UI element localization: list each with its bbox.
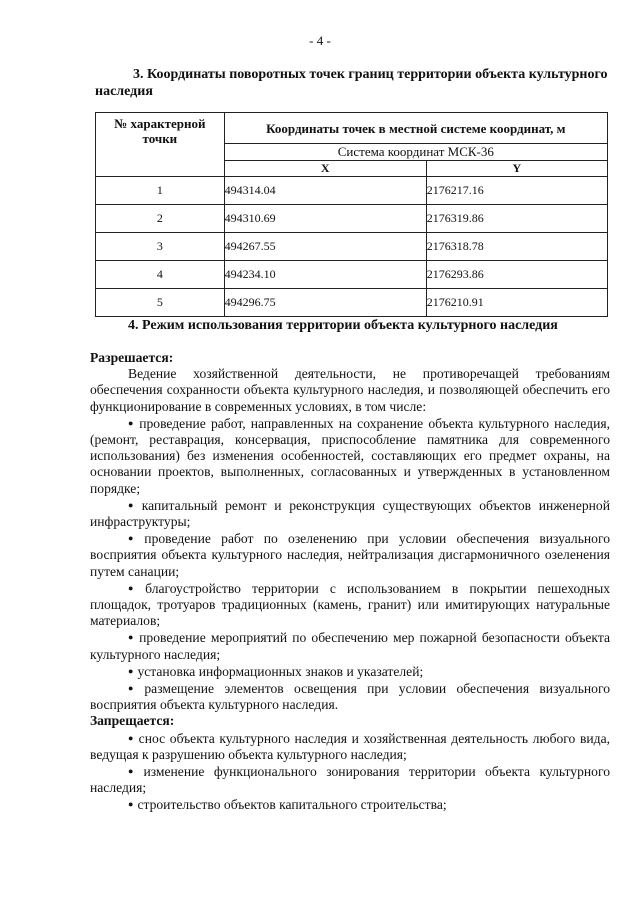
list-item	[90, 530, 610, 580]
list-item-text: проведение работ, направленных на сохранение объекта культурного наследия, (ремонт, реставрация, консервация, приспособление памятника для современного использования) без изменения особенностей, составляющих его предмет охраны, на основании проектов, выполненных, согласованных и утвержденных в установленном порядке;	[90, 415, 611, 496]
table-cell-y: 2176217.16	[426, 177, 607, 205]
allowed-intro: Ведение хозяйственной деятельности, не противоречащей требованиям обеспечения сохранности объекта культурного наследия, и позволяющей обеспечить его функционирование в современных условиях, в том числе:	[90, 366, 610, 414]
list-item-text: проведение мероприятий по обеспечению мер пожарной безопасности объекта культурного наследия;	[90, 630, 611, 662]
table-header-coordinates: Координаты точек в местной системе координат, м	[224, 113, 607, 144]
list-item-text: размещение элементов освещения при условии обеспечения визуального восприятия объекта культурного наследия.	[90, 681, 611, 713]
list-item-text: капитальный ремонт и реконструкция существующих объектов инженерной инфраструктуры;	[90, 497, 610, 530]
table-header-point-number: № характерной точки	[96, 113, 225, 177]
table-row	[96, 233, 608, 261]
list-item-text: изменение функционального зонирования территории объекта культурного наследия;	[90, 764, 610, 796]
section-3-number: 3.	[133, 67, 144, 82]
list-item-text: установка информационных знаков и указателей;	[137, 663, 424, 679]
table-cell-point: 4	[96, 261, 225, 289]
list-item	[90, 763, 610, 796]
table-cell-y: 2176319.86	[426, 205, 607, 233]
list-item-text: строительство объектов капитального строительства;	[137, 797, 447, 813]
bullet-icon: ●	[128, 665, 134, 676]
bullet-icon: ●	[128, 417, 136, 428]
table-header-x: X	[224, 161, 426, 177]
table-row	[96, 261, 608, 289]
table-cell-y: 2176318.78	[426, 233, 607, 261]
forbidden-heading: Запрещается:	[90, 713, 175, 729]
section-4-title: 4. Режим использования территории объекта культурного наследия	[128, 318, 558, 333]
table-row	[96, 205, 608, 233]
table-cell-point: 1	[96, 177, 225, 205]
bullet-icon: ●	[128, 533, 141, 544]
bullet-icon: ●	[128, 499, 138, 510]
table-cell-y: 2176293.86	[426, 261, 607, 289]
bullet-icon: ●	[128, 766, 140, 777]
coordinates-table	[95, 112, 608, 317]
list-item	[90, 629, 610, 662]
section-3-title: Координаты поворотных точек границ территории объекта культурного наследия	[95, 67, 608, 99]
table-cell-x: 494267.55	[224, 233, 426, 261]
table-cell-y: 2176210.91	[426, 289, 607, 317]
table-cell-point: 2	[96, 205, 225, 233]
table-header-y: Y	[426, 161, 607, 177]
table-cell-point: 3	[96, 233, 225, 261]
list-item	[90, 580, 610, 630]
list-item	[90, 497, 610, 530]
bullet-icon: ●	[128, 732, 135, 743]
table-cell-point: 5	[96, 289, 225, 317]
list-item-text: благоустройство территории с использованием в покрытии пешеходных площадок, тротуаров традиционных (камень, гранит) или имитирующих натуральные материалов;	[90, 580, 610, 629]
list-item	[90, 680, 610, 713]
table-row	[96, 289, 608, 317]
table-cell-x: 494234.10	[224, 261, 426, 289]
bullet-icon: ●	[128, 632, 136, 643]
table-cell-x: 494296.75	[224, 289, 426, 317]
section-4-body	[90, 350, 610, 814]
bullet-icon: ●	[128, 683, 141, 694]
list-item-text: снос объекта культурного наследия и хозяйственная деятельность любого вида, ведущая к разрушению объекта культурного наследия;	[90, 730, 611, 762]
table-row	[96, 177, 608, 205]
list-item	[90, 663, 610, 680]
list-item-text: проведение работ по озеленению при условии обеспечения визуального восприятия объекта культурного наследия, нейтрализация дисгармоничного озеленения путем санации;	[90, 531, 610, 579]
list-item	[90, 796, 610, 813]
bullet-icon: ●	[128, 582, 142, 593]
section-3-heading	[95, 66, 615, 100]
list-item	[90, 730, 610, 763]
table-cell-x: 494310.69	[224, 205, 426, 233]
page-number: - 4 -	[309, 33, 331, 48]
table-header-system: Система координат МСК-36	[224, 144, 607, 161]
table-cell-x: 494314.04	[224, 177, 426, 205]
allowed-heading: Разрешается:	[90, 350, 174, 365]
list-item	[90, 415, 610, 497]
bullet-icon: ●	[128, 799, 134, 810]
